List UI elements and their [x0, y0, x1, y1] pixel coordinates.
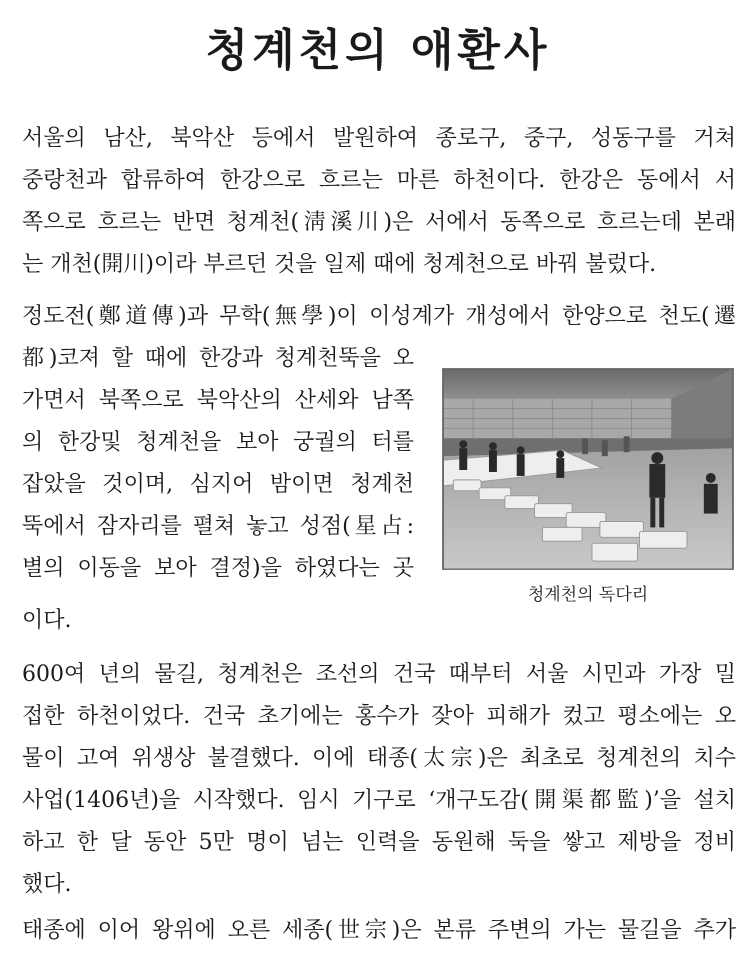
paragraph-line: 잡았을 것이며, 심지어 밤이면 청계천: [22, 472, 414, 497]
paragraph-line: 했다.: [22, 872, 72, 897]
paragraph-line: 별의 이동을 보아 결정)을 하였다는 곳: [22, 556, 414, 581]
paragraph-line: 중랑천과 합류하여 한강으로 흐르는 마른 하천이다. 한강은 동에서 서: [22, 168, 736, 193]
paragraph-line: 쪽으로 흐르는 반면 청계천(淸溪川)은 서에서 동쪽으로 흐르는데 본래: [22, 210, 736, 235]
page-title: 청계천의 애환사: [205, 25, 551, 76]
paragraph-line: 는 개천(開川)이라 부르던 것을 일제 때에 청계천으로 바꿔 불렀다.: [22, 252, 657, 277]
paragraph-line: 뚝에서 잠자리를 펼쳐 놓고 성점(星占:: [22, 514, 414, 539]
paragraph-line: 하고 한 달 동안 5만 명이 넘는 인력을 동원해 둑을 쌓고 제방을 정비: [22, 830, 736, 855]
paragraph-line: 정도전(鄭道傳)과 무학(無學)이 이성계가 개성에서 한양으로 천도(遷: [22, 304, 736, 329]
paragraph-line: 600여 년의 물길, 청계천은 조선의 건국 때부터 서울 시민과 가장 밀: [22, 662, 736, 687]
figure-caption: 청계천의 독다리: [527, 585, 649, 605]
stepping-stones-photo: [442, 368, 734, 570]
paragraph-line: 가면서 북쪽으로 북악산의 산세와 남쪽: [22, 388, 414, 413]
paragraph-line: 접한 하천이었다. 건국 초기에는 홍수가 잦아 피해가 컸고 평소에는 오: [22, 704, 736, 729]
paragraph-line: 태종에 이어 왕위에 오른 세종(世宗)은 본류 주변의 가는 물길을 추가: [22, 918, 736, 943]
paragraph-line: 都)코져 할 때에 한강과 청계천뚝을 오: [22, 346, 414, 371]
stepping-stones-figure: [442, 368, 734, 605]
paragraph-line: 물이 고여 위생상 불결했다. 이에 태종(太宗)은 최초로 청계천의 치수: [22, 746, 736, 771]
paragraph-line: 의 한강및 청계천을 보아 궁궐의 터를: [22, 430, 414, 455]
paragraph-line: 이다.: [22, 608, 72, 633]
paragraph-line: 사업(1406년)을 시작했다. 임시 기구로 ‘개구도감(開渠都監)’을 설치: [22, 788, 736, 813]
paragraph-line: 서울의 남산, 북악산 등에서 발원하여 종로구, 중구, 성동구를 거쳐: [22, 126, 736, 151]
